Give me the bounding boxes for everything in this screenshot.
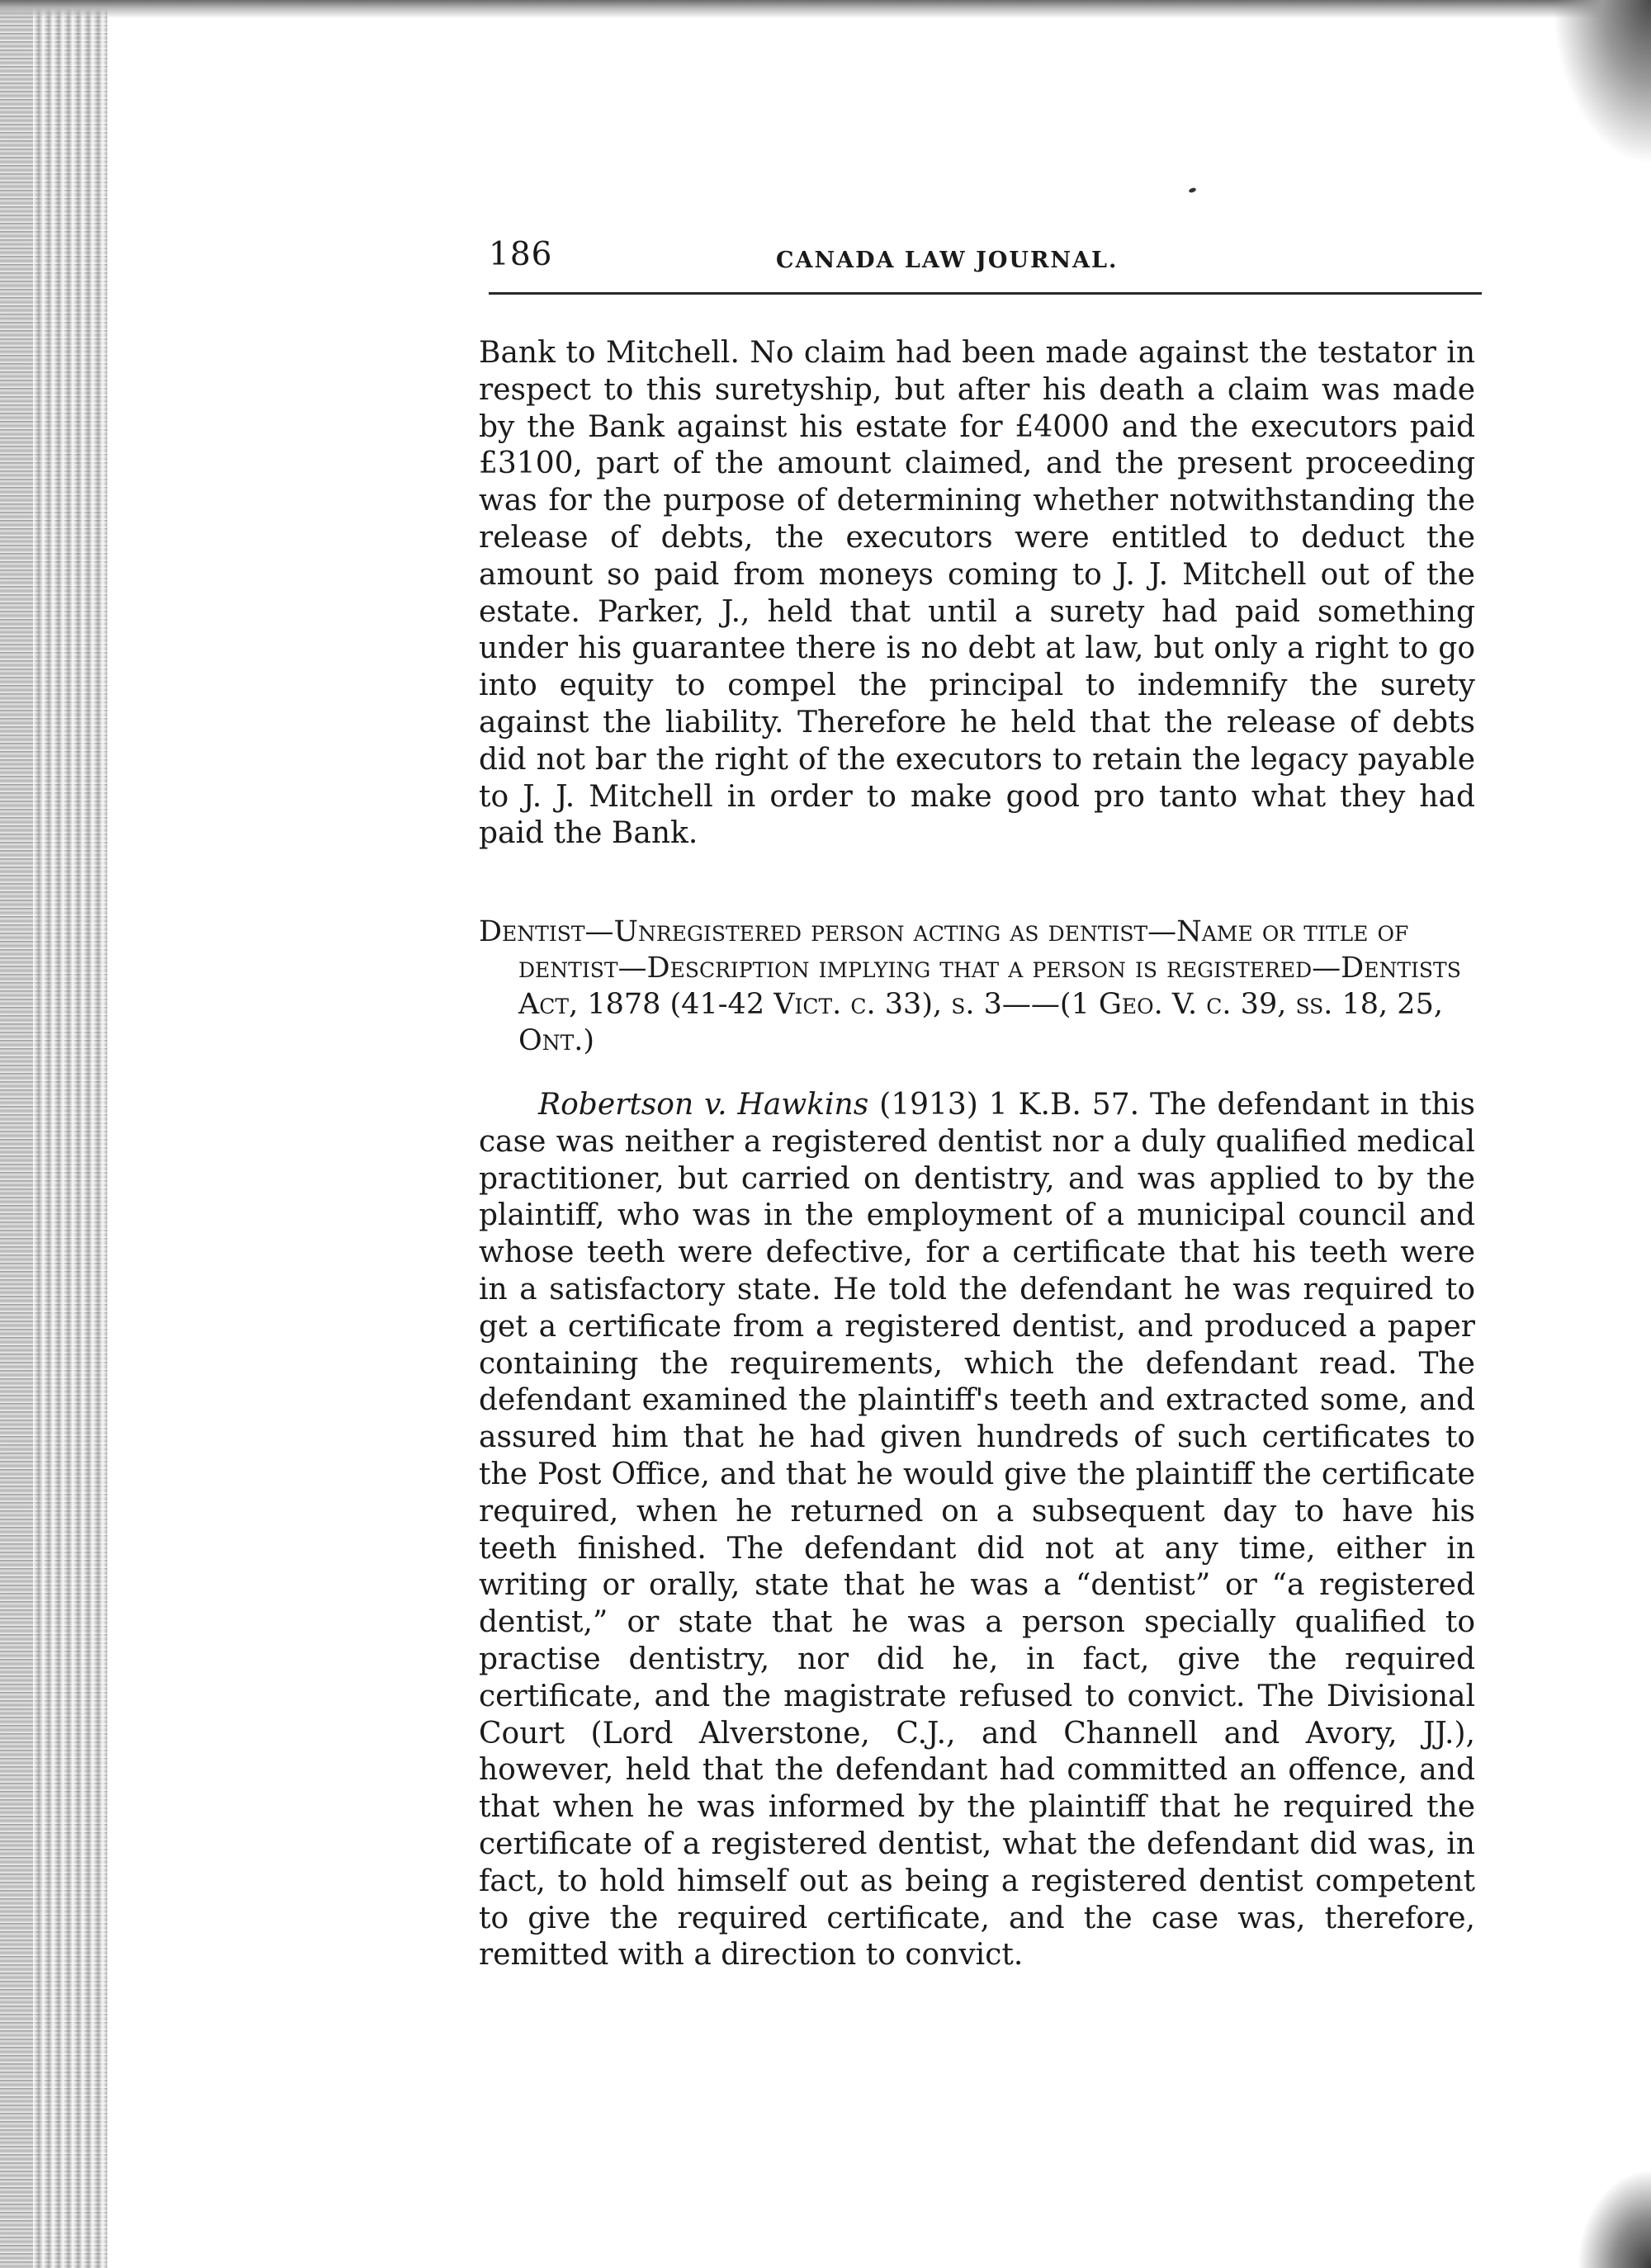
page-number: 186 [489, 236, 553, 273]
scanned-corner-top-right [1552, 0, 1651, 165]
binding-edge-texture [33, 0, 107, 2268]
header-rule [489, 292, 1482, 295]
case-citation: (1913) 1 K.B. 57. [868, 1088, 1140, 1122]
ink-speck [1188, 187, 1196, 194]
scanned-corner-bottom-right [1577, 2169, 1651, 2268]
case-name: Robertson v. Hawkins [538, 1088, 869, 1122]
scanned-top-edge [0, 0, 1651, 18]
case-summary: The defendant in this case was neither a registered dentist nor a duly qualified medical practitioner, but carried on dentistry, and was applied to by the plaintiff, who was in the employment of a municipal council and whose teeth were defective, for a certificate that his teeth were in a satisfactory state. He told the defendant he was required to get a certificate from a registered dentist, and produced a paper containing the requirements, which the defendant read. The defendant examined the plaintiff's teeth and extracted some, and assured him that he had given hundreds of such certificates to the Post Office, and that he would give the plaintiff the certificate required, when he returned on a subsequent day to have his teeth finished. The defendant did not at any time, either in writing or orally, state that he was a “dentist” or “a registered dentist,” or state that he was a person specially qualified to practise dentistry, nor did he, in fact, give the required certificate, and the magistrate refused to convict. The Divisional Court (Lord Alverstone, C.J., and Channell and Avory, JJ.), however, held that the defendant had committed an offence, and that when he was informed by the plaintiff that he required the certificate of a registered dentist, what the defendant did was, in fact, to hold himself out as being a registered dentist competent to give the required certificate, and the case was, therefore, remitted with a direction to convict. [479, 1088, 1476, 1973]
section-heading-dentist: Dentist—Unregistered person acting as dentist—Name or title of dentist—Description implying that a person is registered—Dentists Act, 1878 (41-42 Vict. c. 33), s. 3——(1 Geo. V. c. 39, ss. 18, 25, Ont.) [479, 915, 1461, 1057]
paragraph-robertson-v-hawkins [479, 1087, 1475, 1974]
running-header-title: CANADA LAW JOURNAL. [776, 248, 1119, 273]
paragraph-bank-to-mitchell: Bank to Mitchell. No claim had been made against the testator in respect to this suretyship, but after his death a claim was made by the Bank against his estate for £4000 and the executors paid £3100, part of the amount claimed, and the present proceeding was for the purpose of determining whether notwithstanding the release of debts, the executors were entitled to deduct the amount so paid from moneys coming to J. J. Mitchell out of the estate. Parker, J., held that until a surety had paid something under his guarantee there is no debt at law, but only a right to go into equity to compel the principal to indemnify the surety against the liability. Therefore he held that the release of debts did not bar the right of the executors to retain the legacy payable to J. J. Mitchell in order to make good pro tanto what they had paid the Bank. [479, 336, 1475, 851]
